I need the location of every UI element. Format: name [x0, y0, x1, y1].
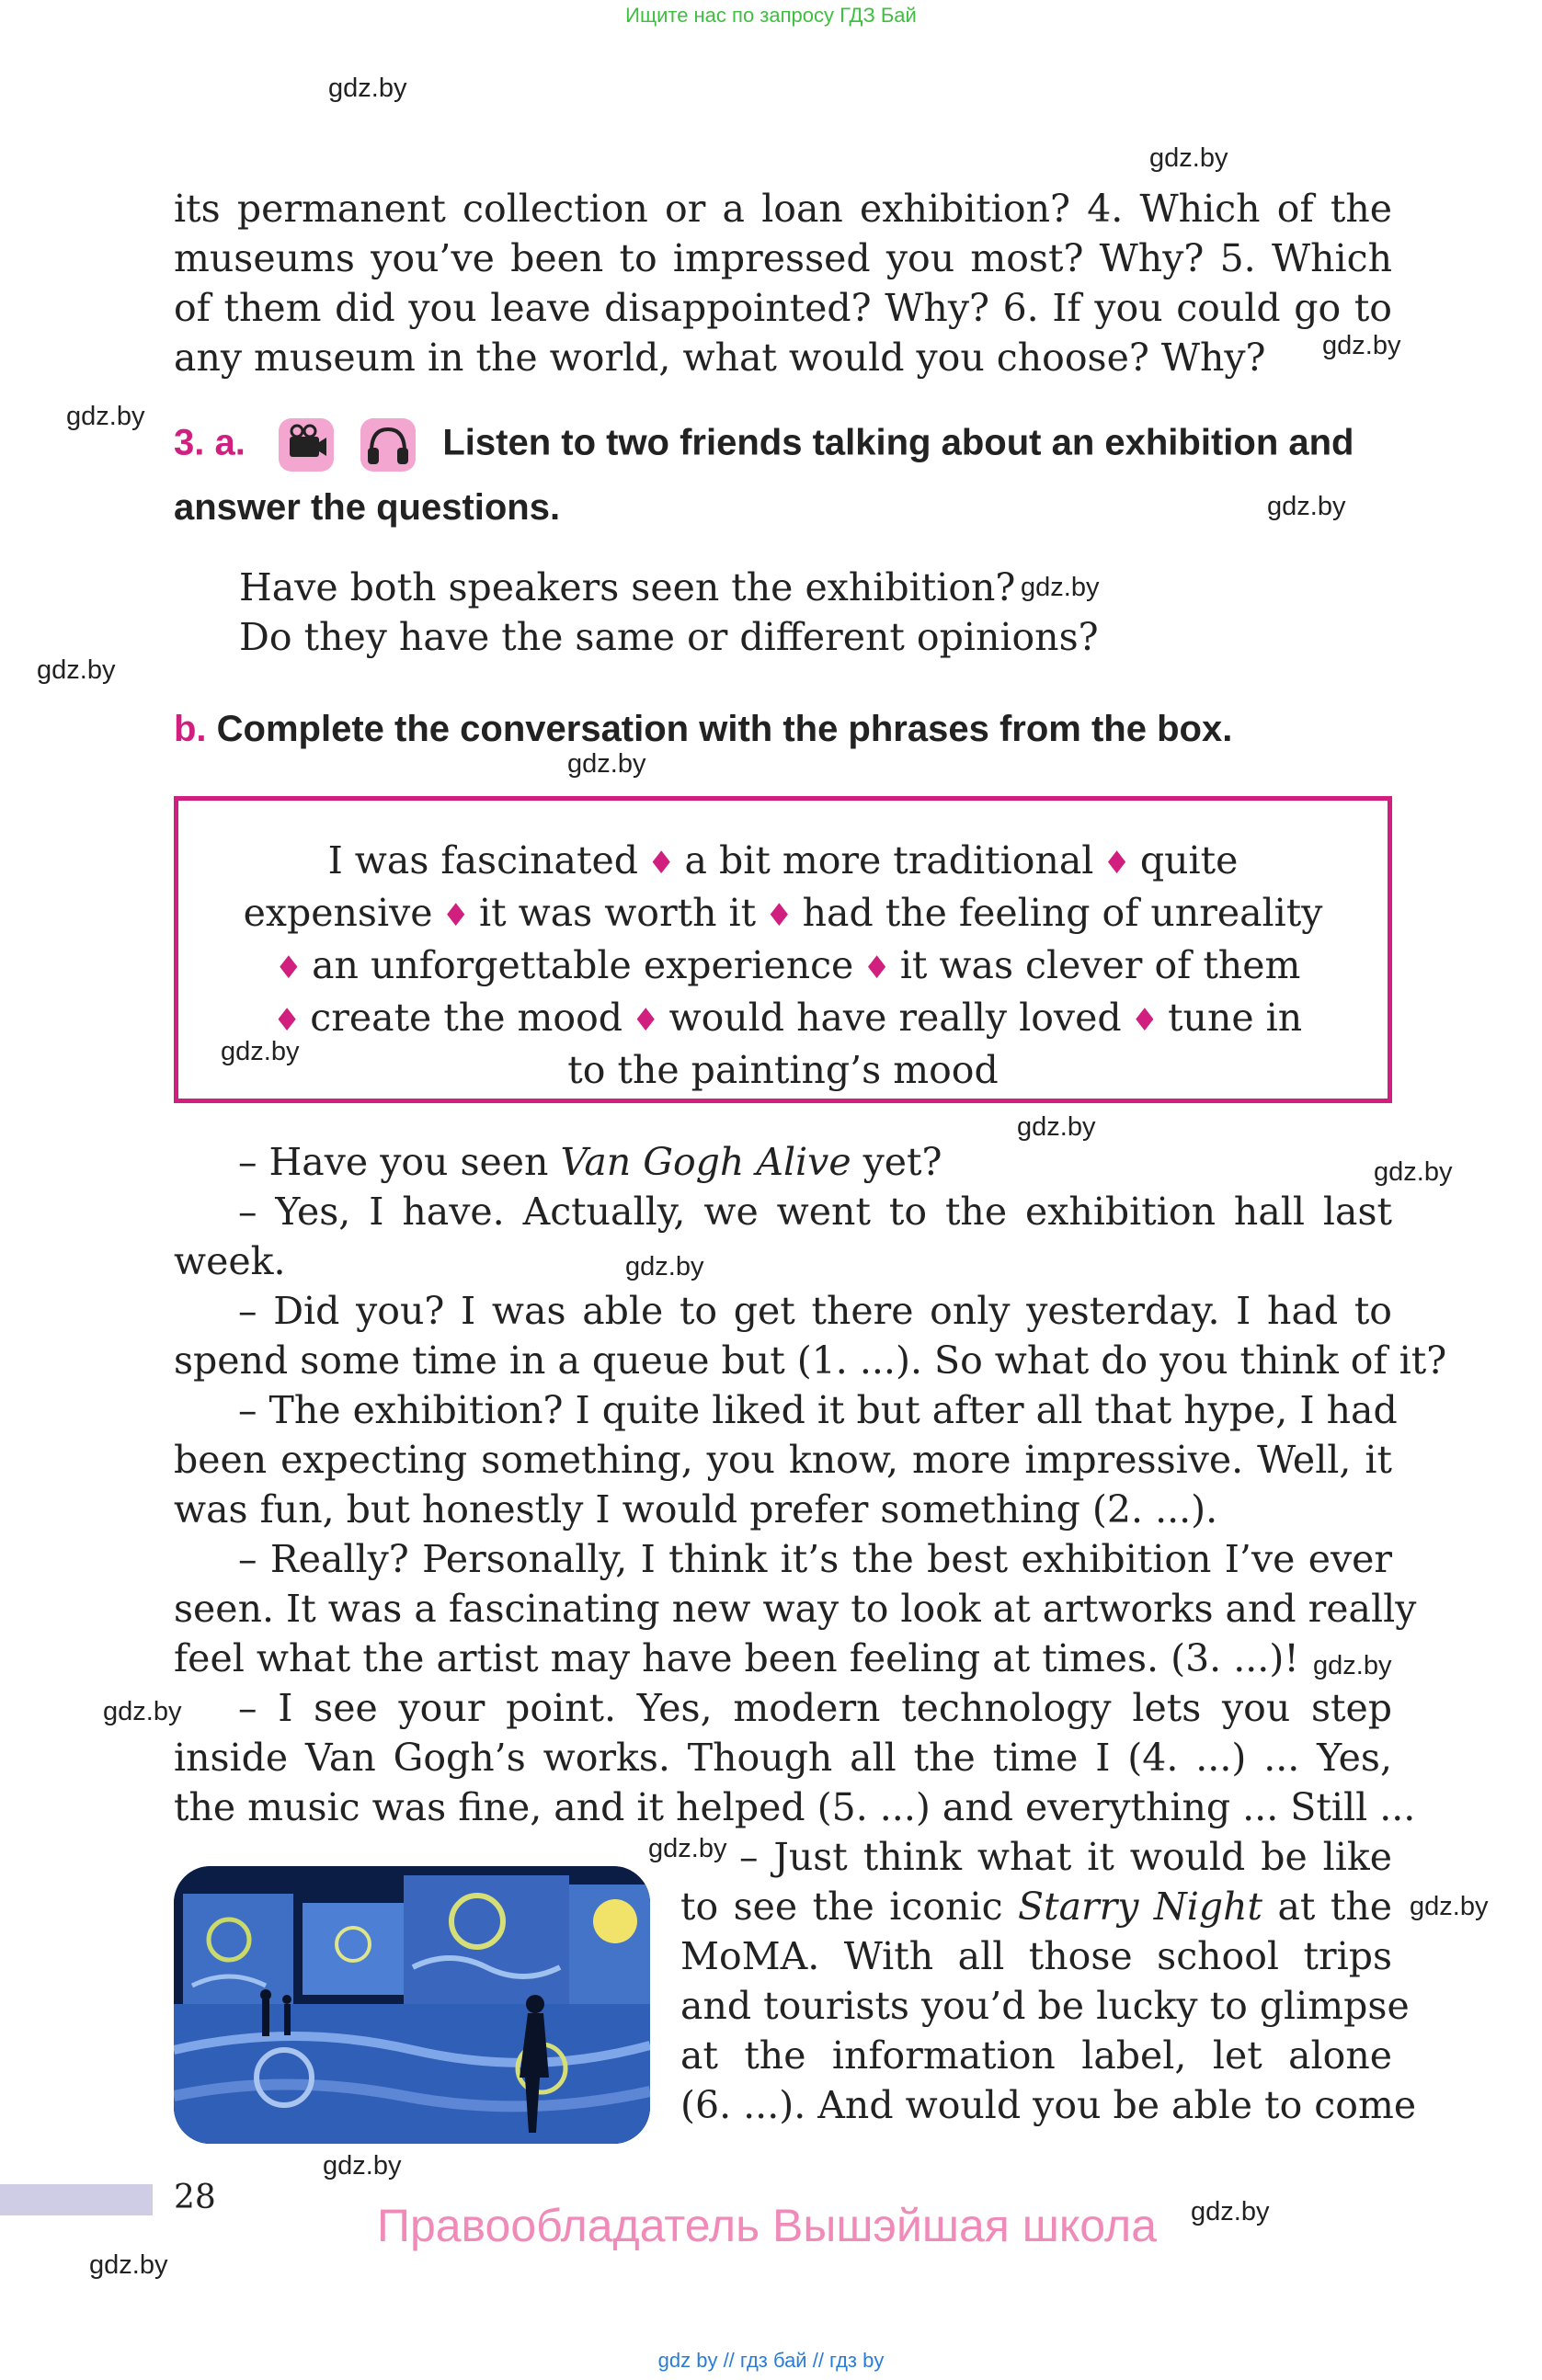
text-line: museums you’ve been to impressed you most? Why? 5. Which	[174, 236, 1392, 280]
watermark: gdz.by	[648, 1834, 727, 1863]
dialogue-line: the music was fine, and it helped (5. ...) and everything ... Still ...	[174, 1785, 1416, 1829]
dialogue-line: – Did you? I was able to get there only yesterday. I had to	[238, 1289, 1392, 1333]
dialogue-line: was fun, but honestly I would prefer something (2. ...).	[174, 1487, 1218, 1532]
watermark: gdz.by	[1017, 1112, 1096, 1142]
watermark: gdz.by	[567, 749, 646, 779]
instruction-text: Listen to two friends talking about an exhibition and	[442, 422, 1354, 463]
dialogue-line: to see the iconic Starry Night at the	[680, 1885, 1392, 1929]
instruction-text: Complete the conversation with the phrases from the box.	[216, 709, 1233, 749]
dialogue-line: MoMA. With all those school trips	[680, 1934, 1392, 1978]
watermark: gdz.by	[103, 1697, 182, 1726]
task-3a-instruction	[174, 418, 1392, 472]
diamond-separator-icon: ♦	[274, 950, 303, 986]
exhibition-photo	[174, 1866, 650, 2144]
page-number-bar	[0, 2184, 153, 2215]
watermark: gdz.by	[323, 2151, 402, 2181]
watermark: gdz.by	[89, 2250, 168, 2280]
phrase: create the mood	[310, 996, 623, 1040]
dialogue-line: been expecting something, you know, more impressive. Well, it	[174, 1438, 1392, 1482]
diamond-separator-icon: ♦	[765, 897, 794, 934]
watermark: gdz.by	[1149, 143, 1228, 173]
dialogue-line: feel what the artist may have been feeling at times. (3. ...)!	[174, 1636, 1299, 1680]
watermark: gdz.by	[221, 1037, 300, 1066]
phrase: would have really loved	[668, 996, 1122, 1040]
watermark: gdz.by	[1322, 331, 1401, 360]
dialogue-line: – Yes, I have. Actually, we went to the exhibition hall last	[238, 1190, 1392, 1234]
page-number: 28	[174, 2179, 216, 2216]
text-line: its permanent collection or a loan exhibition? 4. Which of the	[174, 187, 1392, 231]
watermark: gdz.by	[625, 1252, 704, 1281]
dialogue-line: inside Van Gogh’s works. Though all the time I (4. ...) ... Yes,	[174, 1736, 1392, 1780]
phrase: I was fascinated	[327, 838, 638, 883]
intro-paragraph	[174, 184, 1392, 382]
dialogue-line: – Really? Personally, I think it’s the best exhibition I’ve ever	[238, 1537, 1392, 1581]
question: Do they have the same or different opinions?	[239, 615, 1099, 659]
phrase: a bit more traditional	[684, 838, 1094, 883]
top-banner: Ищите нас по запросу ГДЗ Бай	[625, 4, 917, 27]
dialogue-line: – Have you seen Van Gogh Alive yet?	[238, 1140, 942, 1184]
watermark: gdz.by	[1191, 2197, 1270, 2226]
text-line: of them did you leave disappointed? Why? 6. If you could go to	[174, 286, 1392, 330]
phrase: tune in	[1168, 996, 1303, 1040]
watermark: gdz.by	[328, 74, 407, 103]
dialogue-line: (6. ...). And would you be able to come	[680, 2083, 1417, 2127]
question-list	[239, 563, 1099, 662]
phrase-line	[178, 888, 1388, 940]
phrase-line	[178, 993, 1388, 1045]
diamond-separator-icon: ♦	[647, 845, 676, 882]
dialogue-line: week.	[174, 1239, 286, 1283]
phrase: had the feeling of unreality	[802, 891, 1323, 935]
footer-links[interactable]: gdz by // гдз бай // гдз by	[657, 2349, 885, 2372]
dialogue-side	[680, 1832, 1417, 2130]
watermark: gdz.by	[1374, 1157, 1453, 1187]
video-player-icon[interactable]	[279, 418, 334, 472]
task-letter: b.	[174, 709, 207, 749]
watermark: gdz.by	[66, 402, 145, 431]
watermark: gdz.by	[37, 655, 116, 685]
phrase: quite	[1139, 838, 1239, 883]
instruction-text: answer the questions.	[174, 487, 561, 528]
diamond-separator-icon: ♦	[1130, 1002, 1159, 1039]
watermark: gdz.by	[1267, 492, 1346, 521]
task-3b-instruction	[174, 706, 1232, 752]
phrase: it was worth it	[478, 891, 757, 935]
diamond-separator-icon: ♦	[862, 950, 891, 986]
watermark: gdz.by	[1021, 573, 1100, 602]
phrase: to the painting’s mood	[567, 1048, 999, 1092]
question: Have both speakers seen the exhibition?	[239, 565, 1016, 609]
task-number: 3. a.	[174, 422, 246, 463]
diamond-separator-icon: ♦	[632, 1002, 660, 1039]
phrase-line	[178, 940, 1388, 993]
dialogue-line: at the information label, let alone	[680, 2033, 1392, 2078]
footer-copyright: Правообладатель Вышэйшая школа	[377, 2200, 1157, 2251]
headphones-icon[interactable]	[360, 418, 416, 472]
dialogue-line: and tourists you’d be lucky to glimpse	[680, 1984, 1410, 2028]
phrase-line	[178, 1045, 1388, 1095]
phrase: an unforgettable experience	[312, 943, 854, 987]
diamond-separator-icon: ♦	[441, 897, 470, 934]
phrase: it was clever of them	[899, 943, 1301, 987]
exhibition-title: Van Gogh Alive	[560, 1140, 851, 1184]
dialogue-line: spend some time in a queue but (1. ...). So what do you think of it?	[174, 1338, 1447, 1383]
phrase-line	[178, 836, 1388, 888]
dialogue-line: – Just think what it would be like	[739, 1835, 1392, 1879]
dialogue-line: – The exhibition? I quite liked it but after all that hype, I had	[238, 1388, 1398, 1432]
diamond-separator-icon: ♦	[1102, 845, 1131, 882]
watermark: gdz.by	[1313, 1651, 1392, 1680]
dialogue-line: – I see your point. Yes, modern technology lets you step	[238, 1686, 1392, 1730]
watermark: gdz.by	[1410, 1892, 1489, 1921]
diamond-separator-icon: ♦	[272, 1002, 302, 1039]
dialogue-line: seen. It was a fascinating new way to look at artworks and really	[174, 1587, 1417, 1631]
painting-title: Starry Night	[1018, 1885, 1262, 1929]
phrase-box	[174, 796, 1392, 1103]
phrase: expensive	[243, 891, 433, 935]
text-line: any museum in the world, what would you choose? Why?	[174, 336, 1266, 380]
